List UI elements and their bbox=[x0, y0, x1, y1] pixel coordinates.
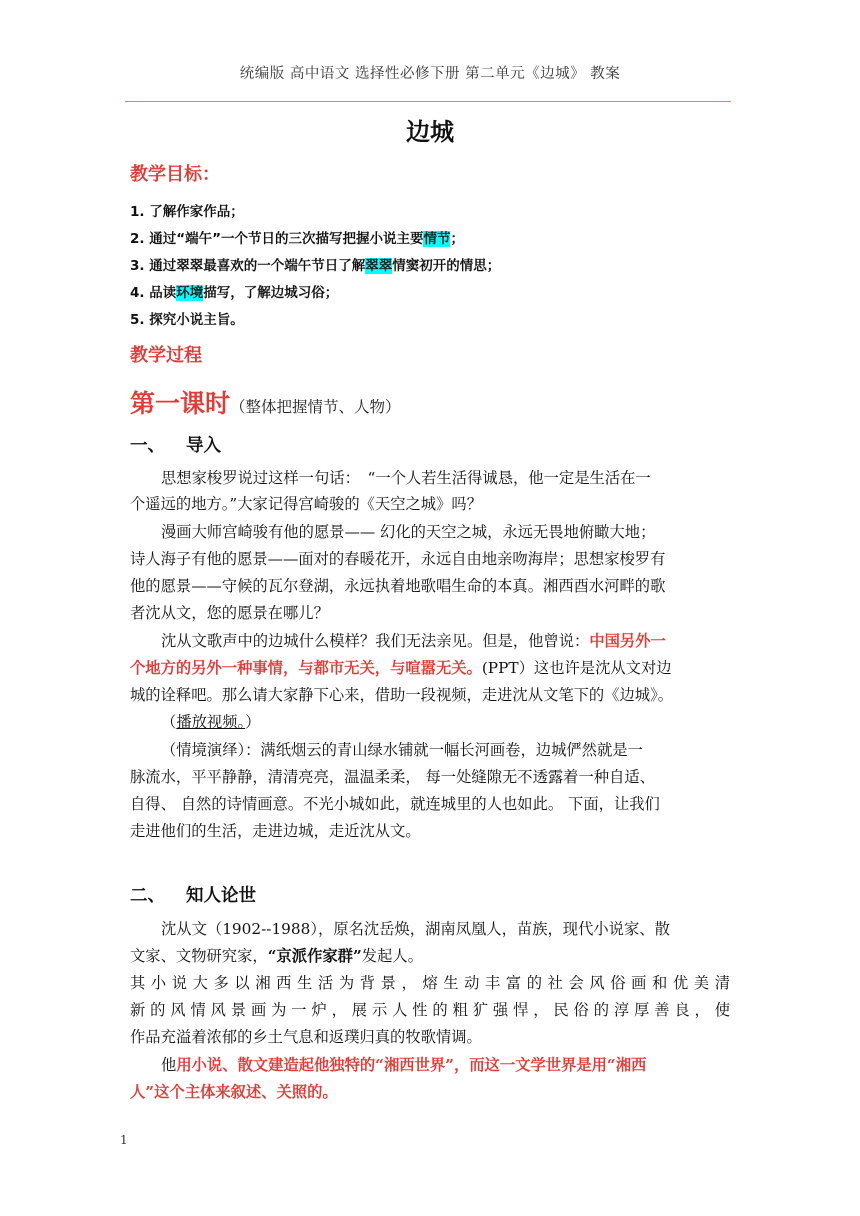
lesson-title: 第一课时 bbox=[130, 389, 231, 418]
highlight-mark: 环境 bbox=[176, 285, 204, 301]
paragraph-line: 者沈从文，您的愿景在哪儿？ bbox=[130, 604, 329, 622]
section-2-heading: 二、 知人论世 bbox=[130, 886, 256, 906]
objective-item-1: 1. 了解作家作品； bbox=[130, 204, 244, 220]
highlight-mark: 翠翠 bbox=[365, 258, 393, 274]
paragraph-line: 他用小说、散文建造起他独特的“湘西世界”，而这一文学世界是用“湘西 bbox=[161, 1056, 647, 1074]
document-title: 边城 bbox=[406, 118, 454, 146]
paragraph-line: 走进他们的生活，走进边城，走近沈从文。 bbox=[130, 822, 421, 840]
objectives-heading: 教学目标： bbox=[130, 164, 220, 185]
highlight-mark: 情节 bbox=[423, 231, 451, 247]
paragraph-line: 漫画大师宫崎骏有他的愿景—— 幻化的天空之城，永远无畏地俯瞰大地； bbox=[161, 523, 656, 541]
lesson-heading bbox=[130, 384, 401, 420]
lesson-subtitle: （整体把握情节、人物） bbox=[230, 398, 401, 416]
objective-item-3: 3. 通过翠翠最喜欢的一个端午节日了解翠翠情窦初开的情思； bbox=[130, 258, 501, 274]
paragraph-line: 城的诠释吧。那么请大家静下心来，借助一段视频，走进沈从文笔下的《边城》。 bbox=[130, 686, 674, 704]
paragraph-line: 诗人海子有他的愿景——面对的春暖花开，永远自由地亲吻海岸；思想家梭罗有 bbox=[130, 550, 666, 568]
paragraph-line: （情境演绎）：满纸烟云的青山绿水铺就一幅长河画卷，边城俨然就是一 bbox=[161, 741, 643, 759]
process-heading: 教学过程 bbox=[130, 345, 202, 366]
paragraph-line: 沈从文歌声中的边城什么模样？我们无法亲见。但是，他曾说：中国另外一 bbox=[161, 632, 666, 650]
objective-item-2: 2. 通过“端午”一个节日的三次描写把握小说主要情节； bbox=[130, 231, 464, 247]
paragraph-line: 个地方的另外一种事情，与都市无关，与喧嚣无关。(PPT）这也许是沈从文对边 bbox=[130, 659, 672, 677]
paragraph-line: 作品充溢着浓郁的乡土气息和返璞归真的牧歌情调。 bbox=[130, 1028, 482, 1046]
header-divider bbox=[125, 101, 731, 102]
section-1-heading: 一、 导入 bbox=[130, 436, 221, 456]
paragraph-line: 思想家梭罗说过这样一句话： “一个人若生活得诚恳，他一定是生活在一 bbox=[161, 469, 651, 487]
paragraph-line: 个遥远的地方。”大家记得宫崎骏的《天空之城》吗？ bbox=[130, 495, 482, 513]
paragraph-line: 文家、文物研究家，“京派作家群”发起人。 bbox=[130, 947, 423, 965]
video-note: （播放视频。） bbox=[161, 713, 261, 731]
paragraph-line: 脉流水，平平静静，清清亮亮，温温柔柔， 每一处缝隙无不透露着一种自适、 bbox=[130, 768, 655, 786]
objective-item-4: 4. 品读环境描写，了解边城习俗； bbox=[130, 285, 339, 301]
paragraph-line: 自得、 自然的诗情画意。不光小城如此，就连城里的人也如此。 下面，让我们 bbox=[130, 795, 660, 813]
paragraph-line: 新的风情风景画为一炉，展示人性的粗犷强悍，民俗的淳厚善良，使 bbox=[130, 1001, 730, 1019]
objective-item-5: 5. 探究小说主旨。 bbox=[130, 312, 244, 328]
paragraph-line: 他的愿景——守候的瓦尔登湖，永远执着地歌唱生命的本真。湘西酉水河畔的歌 bbox=[130, 577, 666, 595]
paragraph-line: 人”这个主体来叙述、关照的。 bbox=[130, 1083, 338, 1101]
paragraph-line: 沈从文（1902--1988），原名沈岳焕，湖南凤凰人，苗族，现代小说家、散 bbox=[161, 920, 670, 938]
page-number: 1 bbox=[120, 1133, 128, 1147]
paragraph-line: 其小说大多以湘西生活为背景，熔生动丰富的社会风俗画和优美清 bbox=[130, 974, 730, 992]
page-header: 统编版 高中语文 选择性必修下册 第二单元《边城》 教案 bbox=[239, 66, 621, 82]
